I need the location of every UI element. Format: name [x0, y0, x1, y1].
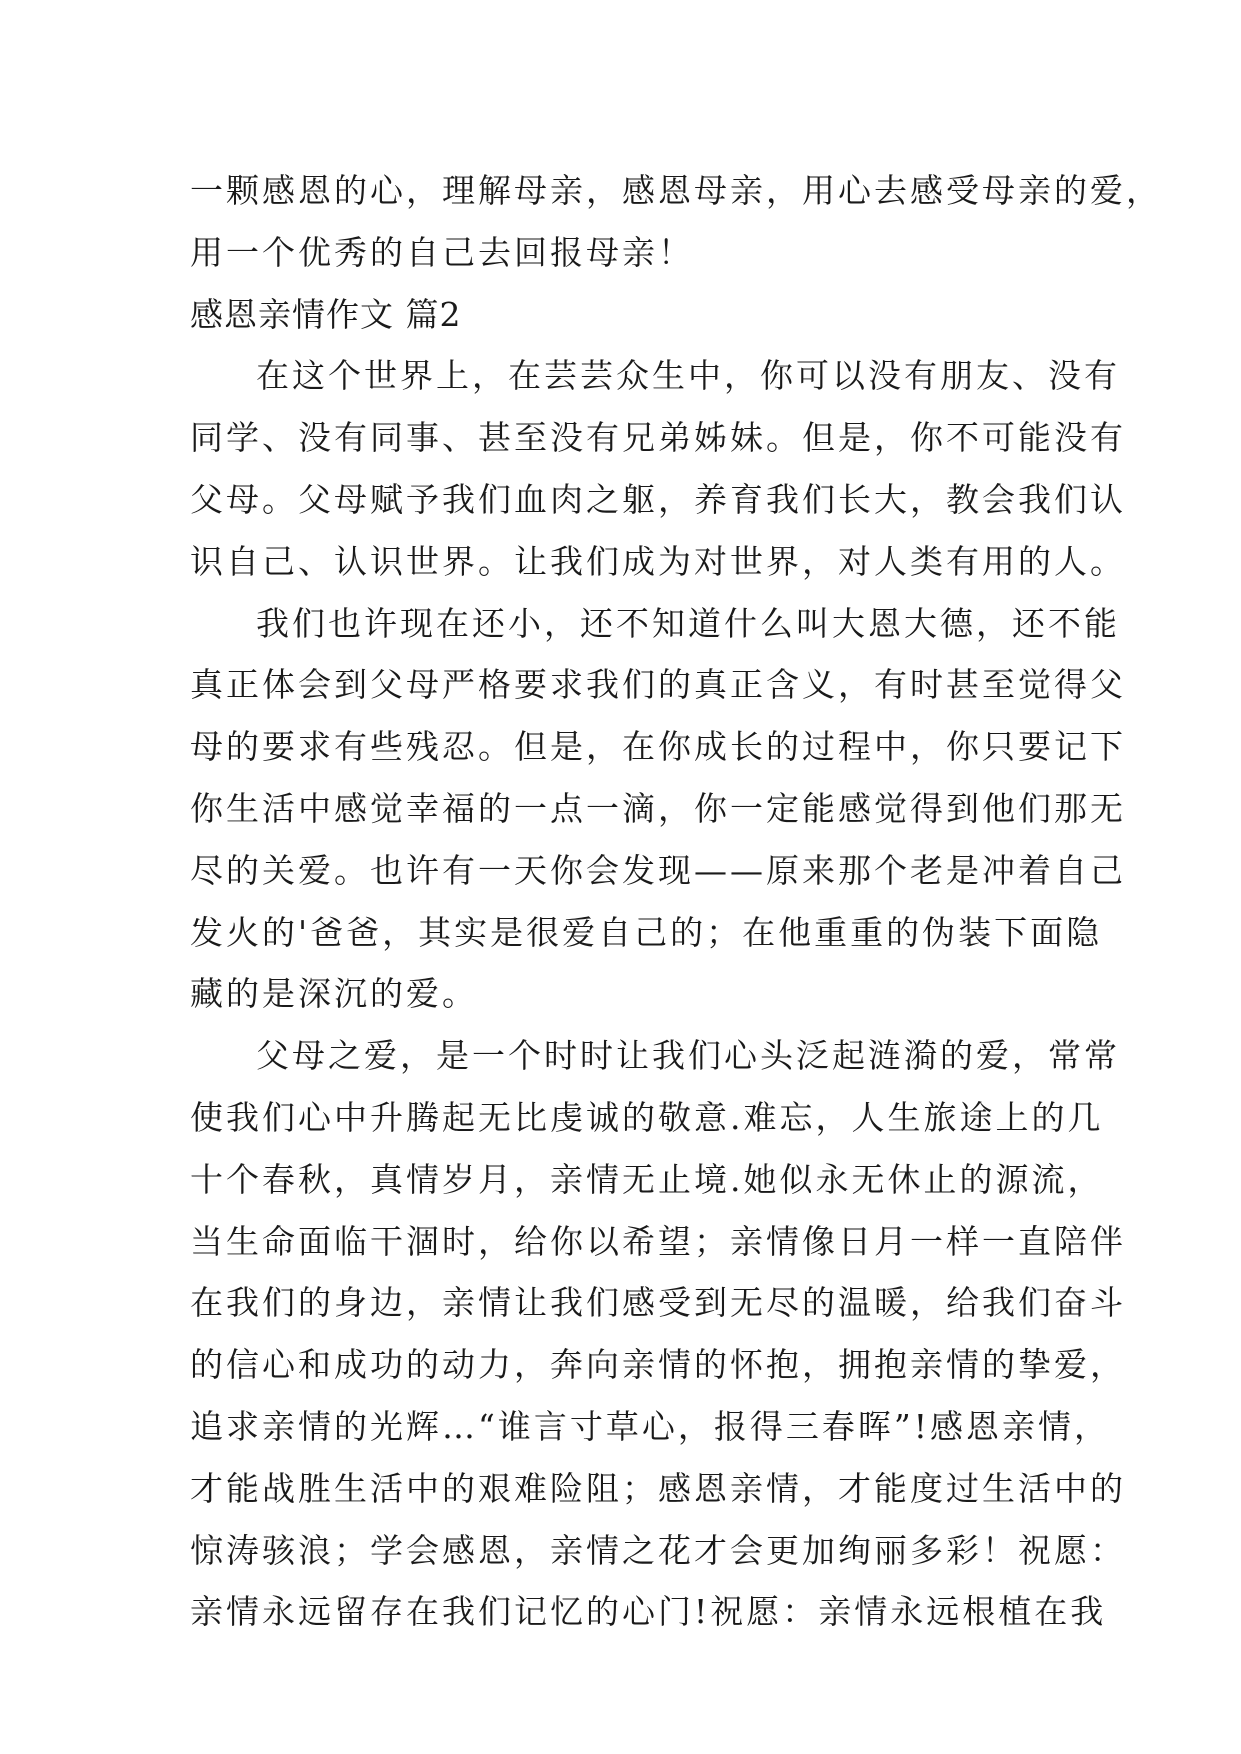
paragraph-first-line: 我们也许现在还小，还不知道什么叫大恩大德，还不能 [256, 603, 1120, 643]
text-line: 的信心和成功的动力，奔向亲情的怀抱，拥抱亲情的挚爱， [190, 1345, 1126, 1385]
text-line: 惊涛骇浪；学会感恩，亲情之花才会更加绚丽多彩！祝愿： [190, 1530, 1126, 1570]
text-line: 在我们的身边，亲情让我们感受到无尽的温暖，给我们奋斗 [190, 1283, 1126, 1323]
section-heading: 感恩亲情作文 篇2 [190, 294, 462, 334]
text-line: 当生命面临干涸时，给你以希望；亲情像日月一样一直陪伴 [190, 1221, 1126, 1261]
text-line: 藏的是深沉的爱。 [190, 974, 478, 1014]
paragraph-first-line: 父母之爱，是一个时时让我们心头泛起涟漪的爱，常常 [256, 1036, 1120, 1076]
text-line: 一颗感恩的心，理解母亲，感恩母亲，用心去感受母亲的爱， [190, 171, 1162, 210]
text-line: 母的要求有些残忍。但是，在你成长的过程中，你只要记下 [190, 727, 1126, 767]
document-body [190, 160, 1162, 1643]
text-line: 识自己、认识世界。让我们成为对世界，对人类有用的人。 [190, 541, 1126, 581]
text-line: 同学、没有同事、甚至没有兄弟姊妹。但是，你不可能没有 [190, 418, 1126, 458]
paragraph-first-line: 在这个世界上，在芸芸众生中，你可以没有朋友、没有 [256, 356, 1120, 396]
text-line: 十个春秋，真情岁月，亲情无止境.她似永无休止的源流， [190, 1159, 1104, 1199]
text-line: 发火的'爸爸，其实是很爱自己的；在他重重的伪装下面隐 [190, 912, 1103, 952]
text-line: 父母。父母赋予我们血肉之躯，养育我们长大，教会我们认 [190, 479, 1126, 519]
text-line: 亲情永远留存在我们记忆的心门!祝愿：亲情永远根植在我 [190, 1592, 1107, 1632]
text-line: 你生活中感觉幸福的一点一滴，你一定能感觉得到他们那无 [190, 788, 1126, 828]
text-line: 用一个优秀的自己去回报母亲！ [190, 232, 694, 272]
text-line: 使我们心中升腾起无比虔诚的敬意.难忘，人生旅途上的几 [190, 1097, 1104, 1137]
text-line: 真正体会到父母严格要求我们的真正含义，有时甚至觉得父 [190, 665, 1126, 705]
text-line: 尽的关爱。也许有一天你会发现——原来那个老是冲着自己 [190, 850, 1126, 890]
text-line: 才能战胜生活中的艰难险阻；感恩亲情，才能度过生活中的 [190, 1468, 1126, 1508]
text-line: 追求亲情的光辉…“谁言寸草心，报得三春晖”!感恩亲情， [190, 1406, 1111, 1446]
